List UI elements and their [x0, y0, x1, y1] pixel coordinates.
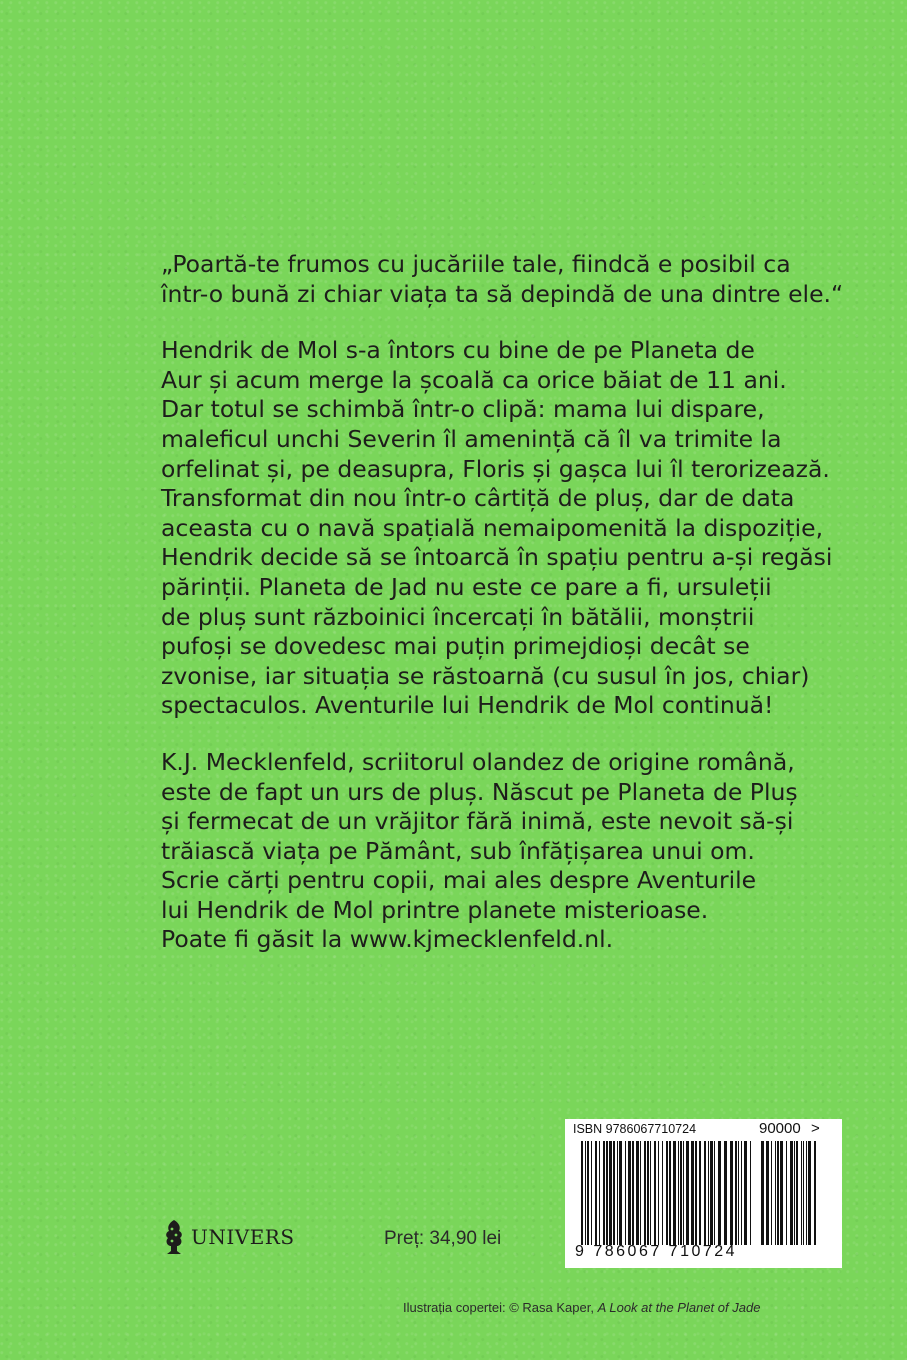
author-bio-line: și fermecat de un vrăjitor fără inimă, este nevoit să-și — [161, 807, 794, 836]
quote-paragraph — [161, 250, 844, 309]
credit-title: A Look at the Planet of Jade — [597, 1300, 761, 1315]
synopsis-line: orfelinat și, pe deasupra, Floris și gașca lui îl terorizează. — [161, 454, 830, 483]
barcode-addon: 90000 — [759, 1120, 801, 1137]
synopsis-line: Aur și acum merge la școală ca orice băiat de 11 ani. — [161, 365, 787, 394]
quote-line: într-o bună zi chiar viața ta să depindă de una dintre ele.“ — [161, 279, 844, 308]
barcode-addon-arrow: > — [811, 1120, 820, 1137]
barcode-bars — [581, 1141, 753, 1245]
isbn-label: ISBN 9786067710724 — [573, 1122, 697, 1136]
synopsis-line: Transformat din nou într-o cârtiță de pluș, dar de data — [161, 484, 795, 513]
price-label: Preț: 34,90 lei — [384, 1228, 502, 1249]
cover-illustration-credit — [403, 1300, 760, 1315]
publisher-emblem-icon — [163, 1218, 185, 1256]
barcode-digits: 9 786067 710724 — [575, 1243, 738, 1260]
synopsis-line: Hendrik decide să se întoarcă în spațiu pentru a-și regăsi — [161, 543, 833, 572]
author-bio-line: K.J. Mecklenfeld, scriitorul olandez de origine română, — [161, 747, 795, 776]
quote-line: „Poartă-te frumos cu jucăriile tale, fiindcă e posibil ca — [161, 250, 791, 278]
author-bio-line: trăiască viața pe Pământ, sub înfățișarea unui om. — [161, 836, 755, 865]
author-bio-line: Poate fi găsit la www.kjmecklenfeld.nl. — [161, 925, 614, 954]
synopsis-paragraph — [161, 336, 833, 721]
author-bio-line: lui Hendrik de Mol printre planete misterioase. — [161, 895, 709, 924]
synopsis-line: de pluș sunt războinici încercați în bătălii, monștrii — [161, 602, 755, 631]
back-cover-text — [161, 250, 844, 982]
credit-prefix: Ilustrația copertei: © Rasa Kaper, — [403, 1300, 598, 1315]
publisher-name: UNIVERS — [191, 1225, 295, 1249]
synopsis-line: părinții. Planeta de Jad nu este ce pare a fi, ursuleții — [161, 572, 772, 601]
synopsis-line: maleficul unchi Severin îl amenință că îl va trimite la — [161, 424, 782, 453]
author-bio-line: este de fapt un urs de pluș. Născut pe Planeta de Pluș — [161, 777, 798, 806]
author-bio-line: Scrie cărți pentru copii, mai ales despre Aventurile — [161, 866, 757, 895]
synopsis-line: zvonise, iar situația se răstoarnă (cu susul în jos, chiar) — [161, 661, 810, 690]
isbn-barcode — [565, 1119, 842, 1268]
synopsis-line: pufoși se dovedesc mai puțin primejdioși decât se — [161, 632, 750, 661]
synopsis-line: aceasta cu o navă spațială nemaipomenită la dispoziție, — [161, 513, 824, 542]
synopsis-line: spectaculos. Aventurile lui Hendrik de Mol continuă! — [161, 691, 774, 720]
synopsis-line: Hendrik de Mol s-a întors cu bine de pe Planeta de — [161, 336, 755, 365]
publisher-logo — [163, 1218, 295, 1256]
author-bio-paragraph — [161, 748, 821, 955]
synopsis-line: Dar totul se schimbă într-o clipă: mama lui dispare, — [161, 395, 765, 424]
barcode-addon-bars — [761, 1141, 821, 1245]
